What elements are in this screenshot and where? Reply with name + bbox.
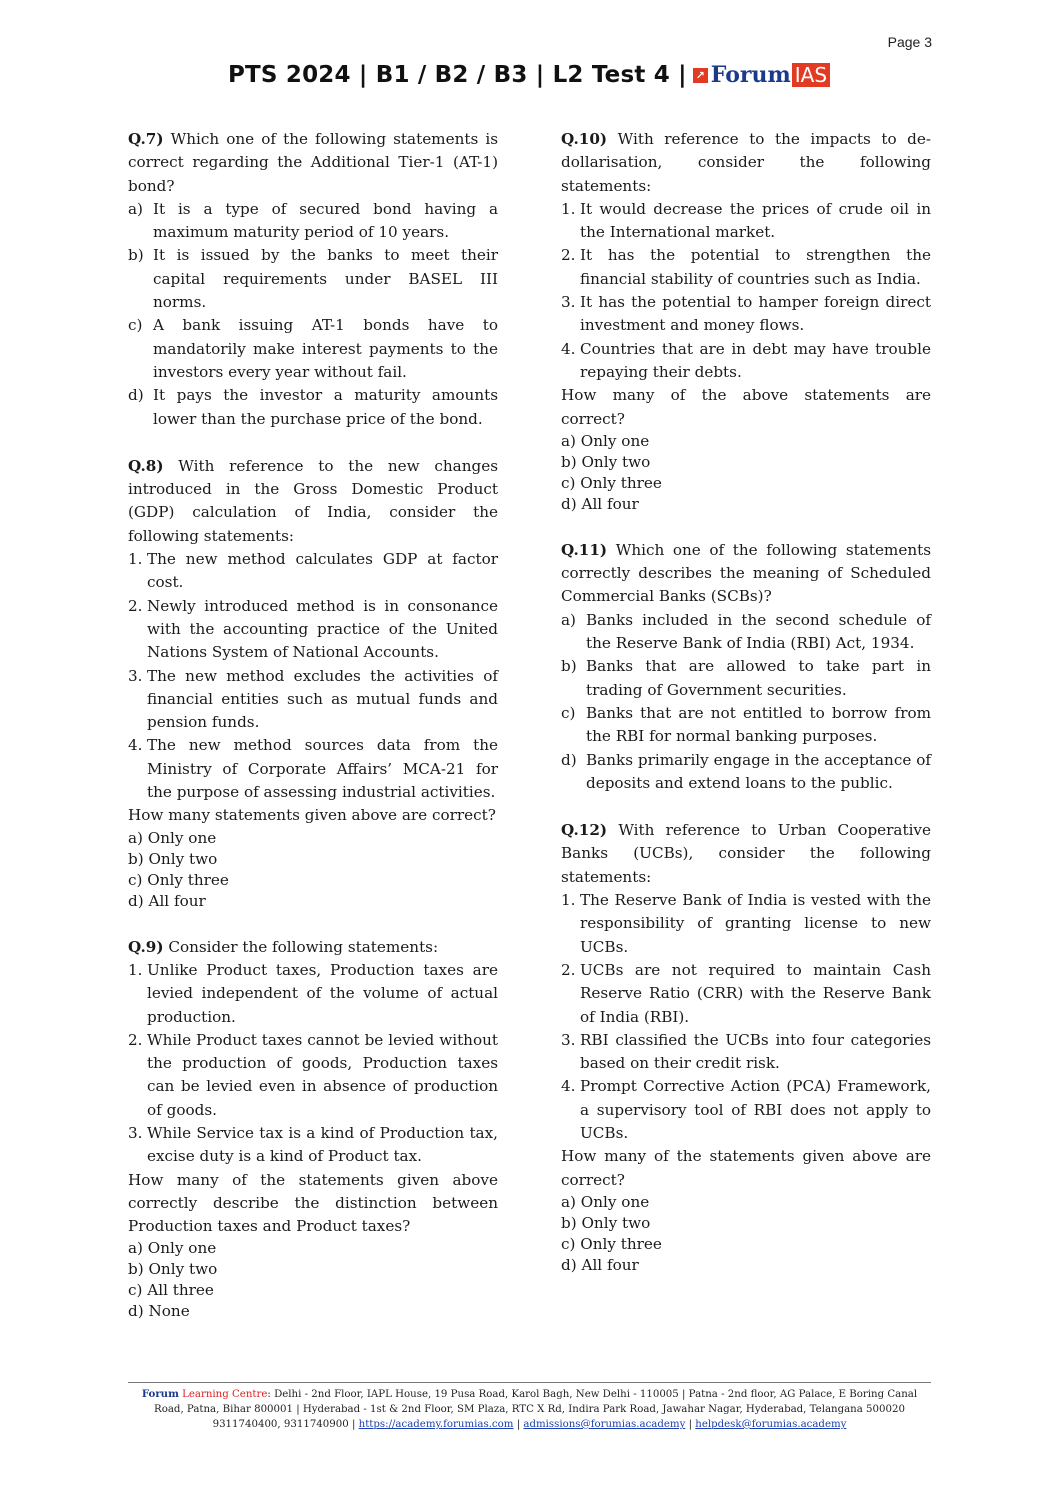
statement-label: 1. xyxy=(128,550,143,569)
choice-text: It is a type of secured bond having a maximum maturity period of 10 years. xyxy=(153,199,498,242)
statement-label: 4. xyxy=(128,736,143,755)
statement-item xyxy=(128,734,498,804)
statement-text: The new method calculates GDP at factor cost. xyxy=(147,550,498,592)
answer-choice xyxy=(128,198,498,245)
choice-text: A bank issuing AT-1 bonds have to mandatorily make interest payments to the investors every year without fail. xyxy=(153,316,498,381)
footer-addresses: Delhi - 2nd Floor, IAPL House, 19 Pusa Road, Karol Bagh, New Delhi - 110005 | Patna - 2nd floor, AG Palace, E Boring Canal Road, Patna, Bihar 800001 | Hyderabad - 1st & 2nd Floor, SM Plaza, RTC X Rd, Indira Park Road, Jawahar Nagar, Hyderabad, Telangana 500020 xyxy=(154,1389,918,1415)
admissions-email-link[interactable]: admissions@forumias.academy xyxy=(523,1419,686,1430)
question-stem xyxy=(561,128,931,198)
statement-text: It has the potential to hamper foreign direct investment and money flows. xyxy=(580,293,931,335)
statement-label: 1. xyxy=(128,960,143,979)
statement-item xyxy=(128,595,498,665)
answer-option: b) Only two xyxy=(561,1213,651,1232)
question-prompt: How many of the statements given above correctly describe the distinction between Production taxes and Product taxes? xyxy=(128,1170,498,1236)
answer-option: a) Only one xyxy=(128,1239,217,1258)
footer-separator: | xyxy=(516,1419,521,1430)
footer-phones: 9311740400, 9311740900 xyxy=(212,1419,349,1430)
answer-choice xyxy=(561,749,931,796)
answer-choice xyxy=(128,244,498,314)
question-number: Q.7) xyxy=(128,130,164,148)
answer-option: d) All four xyxy=(128,891,206,910)
question-prompt: How many of the above statements are correct? xyxy=(561,386,931,428)
choice-label: c) xyxy=(128,316,143,335)
statement-text: RBI classified the UCBs into four categories based on their credit risk. xyxy=(580,1030,931,1073)
statement-text: Countries that are in debt may have trouble repaying their debts. xyxy=(580,339,931,381)
choice-text: Banks that are allowed to take part in trading of Government securities. xyxy=(586,657,931,699)
statement-label: 3. xyxy=(128,666,143,685)
question-text: Which one of the following statements is correct regarding the Additional Tier-1 (AT-1) bond? xyxy=(128,130,498,195)
question-number: Q.12) xyxy=(561,821,608,840)
answer-option: b) Only two xyxy=(128,849,218,868)
statement-item xyxy=(561,1029,931,1076)
statement-item xyxy=(128,665,498,735)
statement-label: 2. xyxy=(561,246,576,265)
answer-option: c) Only three xyxy=(561,473,662,492)
question-text: With reference to Urban Cooperative Banks (UCBs), consider the following statements: xyxy=(561,821,932,886)
statement-item xyxy=(561,1075,931,1145)
answer-option: d) All four xyxy=(561,494,639,513)
question-text: With reference to the impacts to de-dollarisation, consider the following statements: xyxy=(561,130,932,195)
choice-label: b) xyxy=(561,657,577,676)
choice-label: d) xyxy=(128,386,144,405)
answer-options xyxy=(128,828,498,912)
choice-label: a) xyxy=(128,199,143,218)
answer-option: c) Only three xyxy=(561,1234,662,1253)
statement-item xyxy=(561,291,931,338)
answer-option: a) Only one xyxy=(561,1192,650,1211)
statement-label: 1. xyxy=(561,199,576,218)
answer-choice xyxy=(561,702,931,749)
statement-text: While Product taxes cannot be levied without the production of goods, Production taxes can be levied even in absence of production of goods. xyxy=(147,1030,498,1119)
answer-options xyxy=(561,431,931,515)
statement-item xyxy=(561,338,931,385)
footer-colon: : xyxy=(267,1389,271,1400)
statement-text: Prompt Corrective Action (PCA) Framework, a supervisory tool of RBI does not apply to UCBs. xyxy=(580,1077,931,1142)
logo-arrow-icon: ↗ xyxy=(693,68,708,83)
statement-label: 3. xyxy=(128,1123,143,1142)
question-11 xyxy=(561,539,931,795)
question-stem xyxy=(561,819,931,889)
choice-label: c) xyxy=(561,703,576,722)
statement-item xyxy=(128,1122,498,1169)
answer-choice xyxy=(561,609,931,656)
page-header xyxy=(0,62,1058,88)
statement-text: UCBs are not required to maintain Cash Reserve Ratio (CRR) with the Reserve Bank of India (RBI). xyxy=(580,960,931,1026)
answer-options xyxy=(561,1192,931,1276)
statement-item xyxy=(128,959,498,1029)
page-footer xyxy=(128,1382,931,1432)
statement-item xyxy=(561,959,931,1029)
statement-text: While Service tax is a kind of Production tax, excise duty is a kind of Product tax. xyxy=(147,1123,498,1166)
statement-list xyxy=(561,889,931,1145)
footer-brand-learning-centre: Learning Centre xyxy=(182,1389,268,1400)
statement-item xyxy=(128,1029,498,1122)
helpdesk-email-link[interactable]: helpdesk@forumias.academy xyxy=(695,1419,847,1430)
statement-text: Unlike Product taxes, Production taxes are levied independent of the volume of actual production. xyxy=(147,960,498,1026)
footer-brand-forum: Forum xyxy=(141,1388,179,1400)
question-9 xyxy=(128,936,498,1323)
question-number: Q.9) xyxy=(128,937,164,956)
answer-option: d) All four xyxy=(561,1255,639,1274)
statement-text: The new method sources data from the Ministry of Corporate Affairs’ MCA-21 for the purpose of assessing industrial activities. xyxy=(147,736,498,802)
footer-separator: | xyxy=(351,1419,356,1430)
logo-forum-text: Forum xyxy=(710,62,791,88)
page-number: Page 3 xyxy=(887,34,932,50)
question-8 xyxy=(128,455,498,912)
statement-text: It has the potential to strengthen the financial stability of countries such as India. xyxy=(580,246,931,288)
choice-label: b) xyxy=(128,246,144,265)
answer-choice xyxy=(128,384,498,431)
answer-option: c) Only three xyxy=(128,870,229,889)
statement-label: 3. xyxy=(561,293,576,312)
question-number: Q.11) xyxy=(561,540,608,559)
choice-text: Banks that are not entitled to borrow from the RBI for normal banking purposes. xyxy=(586,703,931,746)
footer-separator: | xyxy=(688,1419,693,1430)
choice-text: Banks included in the second schedule of the Reserve Bank of India (RBI) Act, 1934. xyxy=(586,610,931,653)
statement-label: 1. xyxy=(561,891,576,910)
statement-item xyxy=(128,548,498,595)
right-column xyxy=(561,128,931,1300)
answer-choices xyxy=(128,198,498,431)
question-prompt: How many of the statements given above are correct? xyxy=(561,1147,931,1189)
statement-text: The Reserve Bank of India is vested with the responsibility of granting license to new UCBs. xyxy=(580,891,931,956)
academy-link[interactable]: https://academy.forumias.com xyxy=(358,1419,514,1430)
statement-label: 2. xyxy=(128,596,143,615)
choice-text: It is issued by the banks to meet their capital requirements under BASEL III norms. xyxy=(153,246,498,312)
answer-choice xyxy=(128,314,498,384)
statement-list xyxy=(128,959,498,1169)
left-column xyxy=(128,128,498,1346)
choice-text: It pays the investor a maturity amounts lower than the purchase price of the bond. xyxy=(153,386,498,428)
question-number: Q.10) xyxy=(561,130,608,148)
statement-label: 2. xyxy=(561,960,576,979)
answer-option: a) Only one xyxy=(561,431,650,450)
question-text: Consider the following statements: xyxy=(168,937,439,956)
choice-text: Banks primarily engage in the acceptance of deposits and extend loans to the public. xyxy=(586,750,931,792)
question-12 xyxy=(561,819,931,1276)
statement-list xyxy=(128,548,498,804)
statement-text: The new method excludes the activities of financial entities such as mutual funds and pension funds. xyxy=(147,666,498,732)
test-title: PTS 2024 | B1 / B2 / B3 | L2 Test 4 | xyxy=(227,62,687,88)
statement-list xyxy=(561,198,931,384)
question-stem xyxy=(128,455,498,548)
question-stem xyxy=(561,539,931,609)
question-text: Which one of the following statements correctly describes the meaning of Scheduled Commercial Banks (SCBs)? xyxy=(561,540,931,606)
answer-option: a) Only one xyxy=(128,828,217,847)
statement-item xyxy=(561,244,931,291)
footer-address-block xyxy=(128,1387,931,1417)
forumias-logo xyxy=(693,62,830,88)
statement-item xyxy=(561,889,931,959)
answer-choices xyxy=(561,609,931,795)
statement-text: It would decrease the prices of crude oil in the International market. xyxy=(580,199,931,242)
answer-choice xyxy=(561,655,931,702)
question-prompt: How many statements given above are correct? xyxy=(128,806,496,825)
question-stem xyxy=(128,936,498,959)
statement-item xyxy=(561,198,931,245)
statement-label: 4. xyxy=(561,339,576,358)
question-10 xyxy=(561,128,931,515)
statement-label: 2. xyxy=(128,1030,143,1049)
statement-label: 4. xyxy=(561,1077,576,1096)
answer-option: b) Only two xyxy=(128,1260,218,1279)
question-text: With reference to the new changes introduced in the Gross Domestic Product (GDP) calculation of India, consider the following statements: xyxy=(128,456,498,545)
choice-label: d) xyxy=(561,750,577,769)
choice-label: a) xyxy=(561,610,576,629)
question-number: Q.8) xyxy=(128,456,164,475)
question-7 xyxy=(128,128,498,431)
question-stem xyxy=(128,128,498,198)
answer-option: c) All three xyxy=(128,1281,214,1300)
answer-options xyxy=(128,1238,498,1322)
footer-contact-line xyxy=(128,1417,931,1432)
statement-text: Newly introduced method is in consonance with the accounting practice of the United Nations System of National Accounts. xyxy=(147,596,498,662)
answer-option: d) None xyxy=(128,1302,190,1321)
statement-label: 3. xyxy=(561,1030,576,1049)
answer-option: b) Only two xyxy=(561,452,651,471)
logo-ias-text: IAS xyxy=(792,63,830,87)
